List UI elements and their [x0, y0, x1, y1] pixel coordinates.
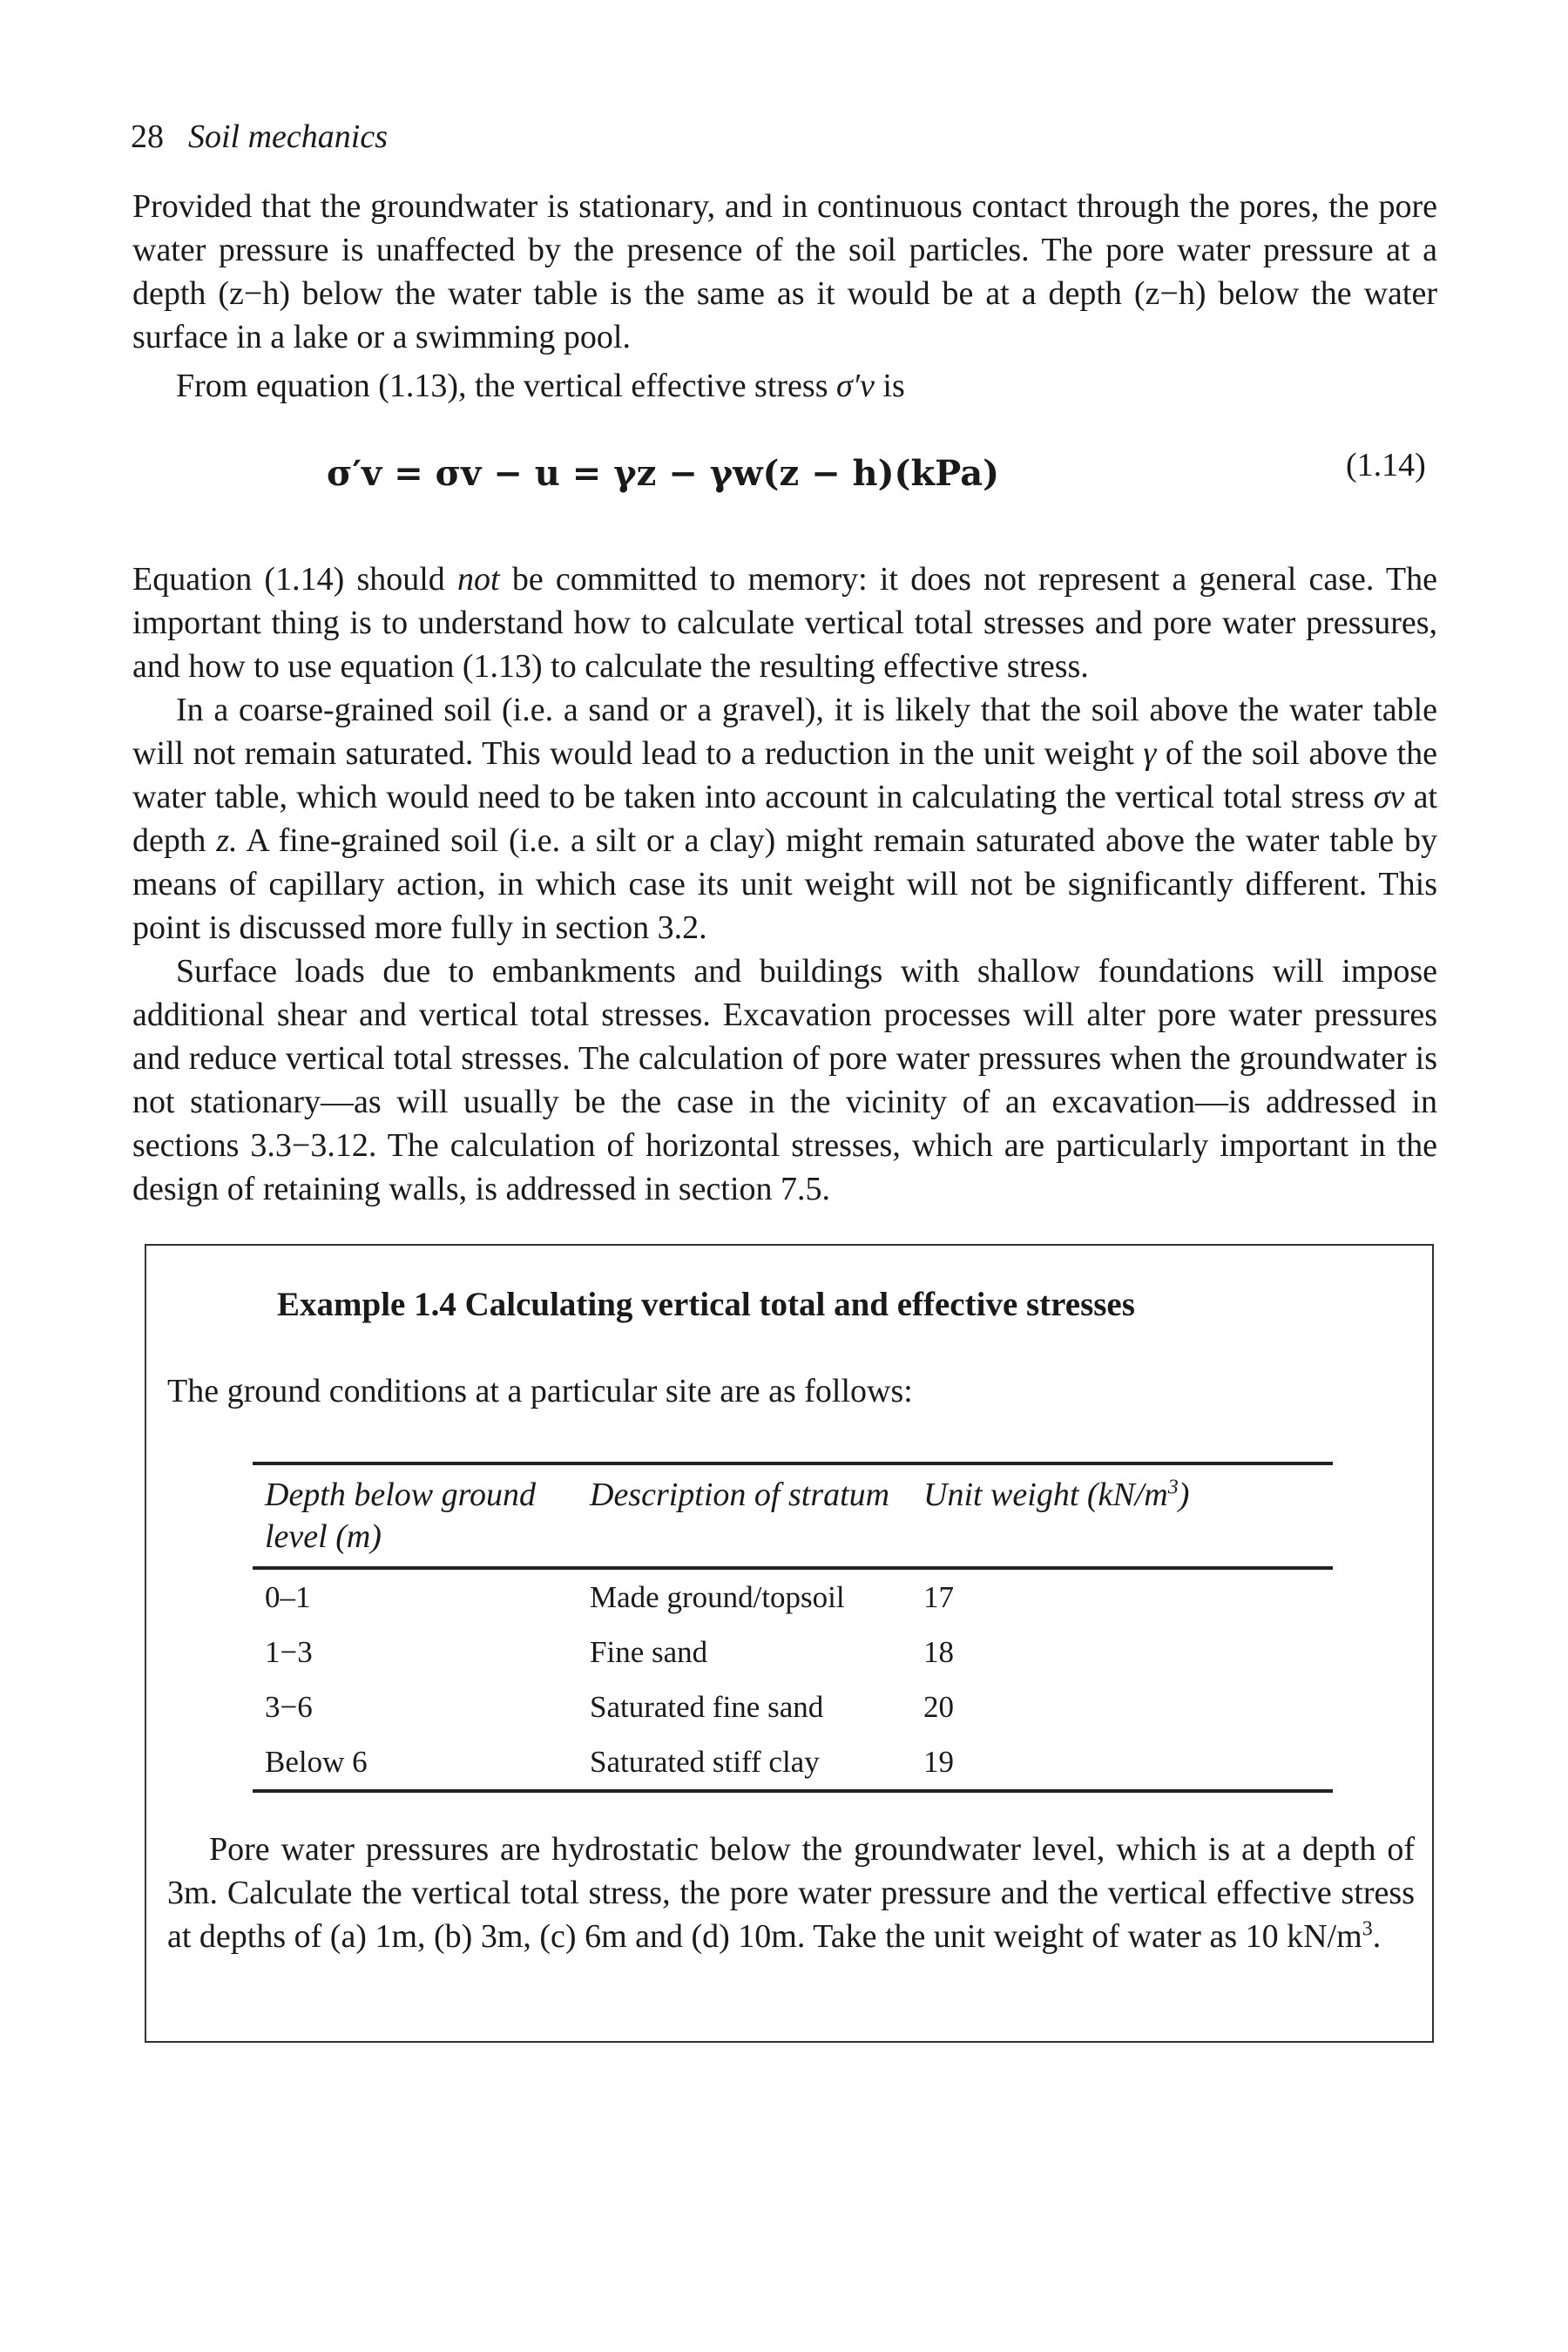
- book-title: Soil mechanics: [188, 118, 389, 155]
- equation-1-14: σ′v = σv − u = γz − γw(z − h)(kPa): [327, 453, 1000, 494]
- running-header: [131, 118, 388, 156]
- table-row: 1−3 Fine sand 18: [265, 1634, 954, 1669]
- example-intro: The ground conditions at a particular site are as follows:: [167, 1373, 913, 1409]
- table-row: 0–1 Made ground/topsoil 17: [265, 1579, 954, 1614]
- paragraph-5: Surface loads due to embankments and buildings with shallow foundations will impose additional shear and vertical total stresses. Excavation processes will alter pore water pressures and reduce vertical total stresses. The calculation of pore water pressures when the groundwater is not stationary—as will usually be the case in the vicinity of an excavation—is addressed in sections 3.3−3.12. The calculation of horizontal stresses, which are particularly important in the design of retaining walls, is addressed in section 7.5.: [132, 953, 1437, 1207]
- table-header-row: [253, 1463, 1333, 1568]
- table-row: 3−6 Saturated fine sand 20: [265, 1689, 954, 1724]
- page-number: 28: [131, 118, 164, 155]
- equation-number: (1.14): [1346, 447, 1426, 483]
- paragraph-1: Provided that the groundwater is stationary, and in continuous contact through the pores, the pore water pressure is unaffected by the presence of the soil particles. The pore water pressure at a depth (z−h) below the water table is the same as it would be at a depth (z−h) below the water surface in a lake or a swimming pool.: [132, 188, 1437, 355]
- paragraph-4: In a coarse-grained soil (i.e. a sand or a gravel), it is likely that the soil above the water table will not remain saturated. This would lead to a reduction in the unit weight γ of the soil above the water table, which would need to be taken into account in calculating the vertical total stress σv at depth z. A fine-grained soil (i.e. a silt or a clay) might remain saturated above the water table by means of capillary action, in which case its unit weight will not be significantly different. This point is discussed more fully in section 3.2.: [132, 692, 1438, 946]
- header-depth: Depth below ground level (m): [265, 1477, 537, 1555]
- paragraph-3: Equation (1.14) should not be committed to memory: it does not represent a general case. The important thing is to understand how to calculate vertical total stresses and pore water pressures, and how to use equation (1.13) to calculate the resulting effective stress.: [132, 561, 1438, 685]
- table-row: Below 6 Saturated stiff clay 19: [253, 1734, 1333, 1791]
- sigma-v-prime-symbol: σ′v: [836, 368, 875, 404]
- header-unit-weight: Unit weight $(kN/m^3)$: [923, 1476, 1190, 1513]
- strata-table: [253, 1462, 1333, 1793]
- example-question: Pore water pressures are hydrostatic below the groundwater level, which is at a depth of 3m. Calculate the vertical total stress, the pore water pressure and the vertical effective stress at depths of (a) 1m, (b) 3m, (c) 6m and (d) 10m. Take the unit weight of water as 10 $kN/m^3$.: [167, 1831, 1415, 1955]
- example-title: Example 1.4 Calculating vertical total and effective stresses: [277, 1286, 1135, 1323]
- example-box: [145, 1244, 1434, 2043]
- paragraph-2: From equation (1.13), the vertical effective stress σ′v is: [176, 368, 905, 404]
- header-description: Description of stratum: [590, 1477, 890, 1513]
